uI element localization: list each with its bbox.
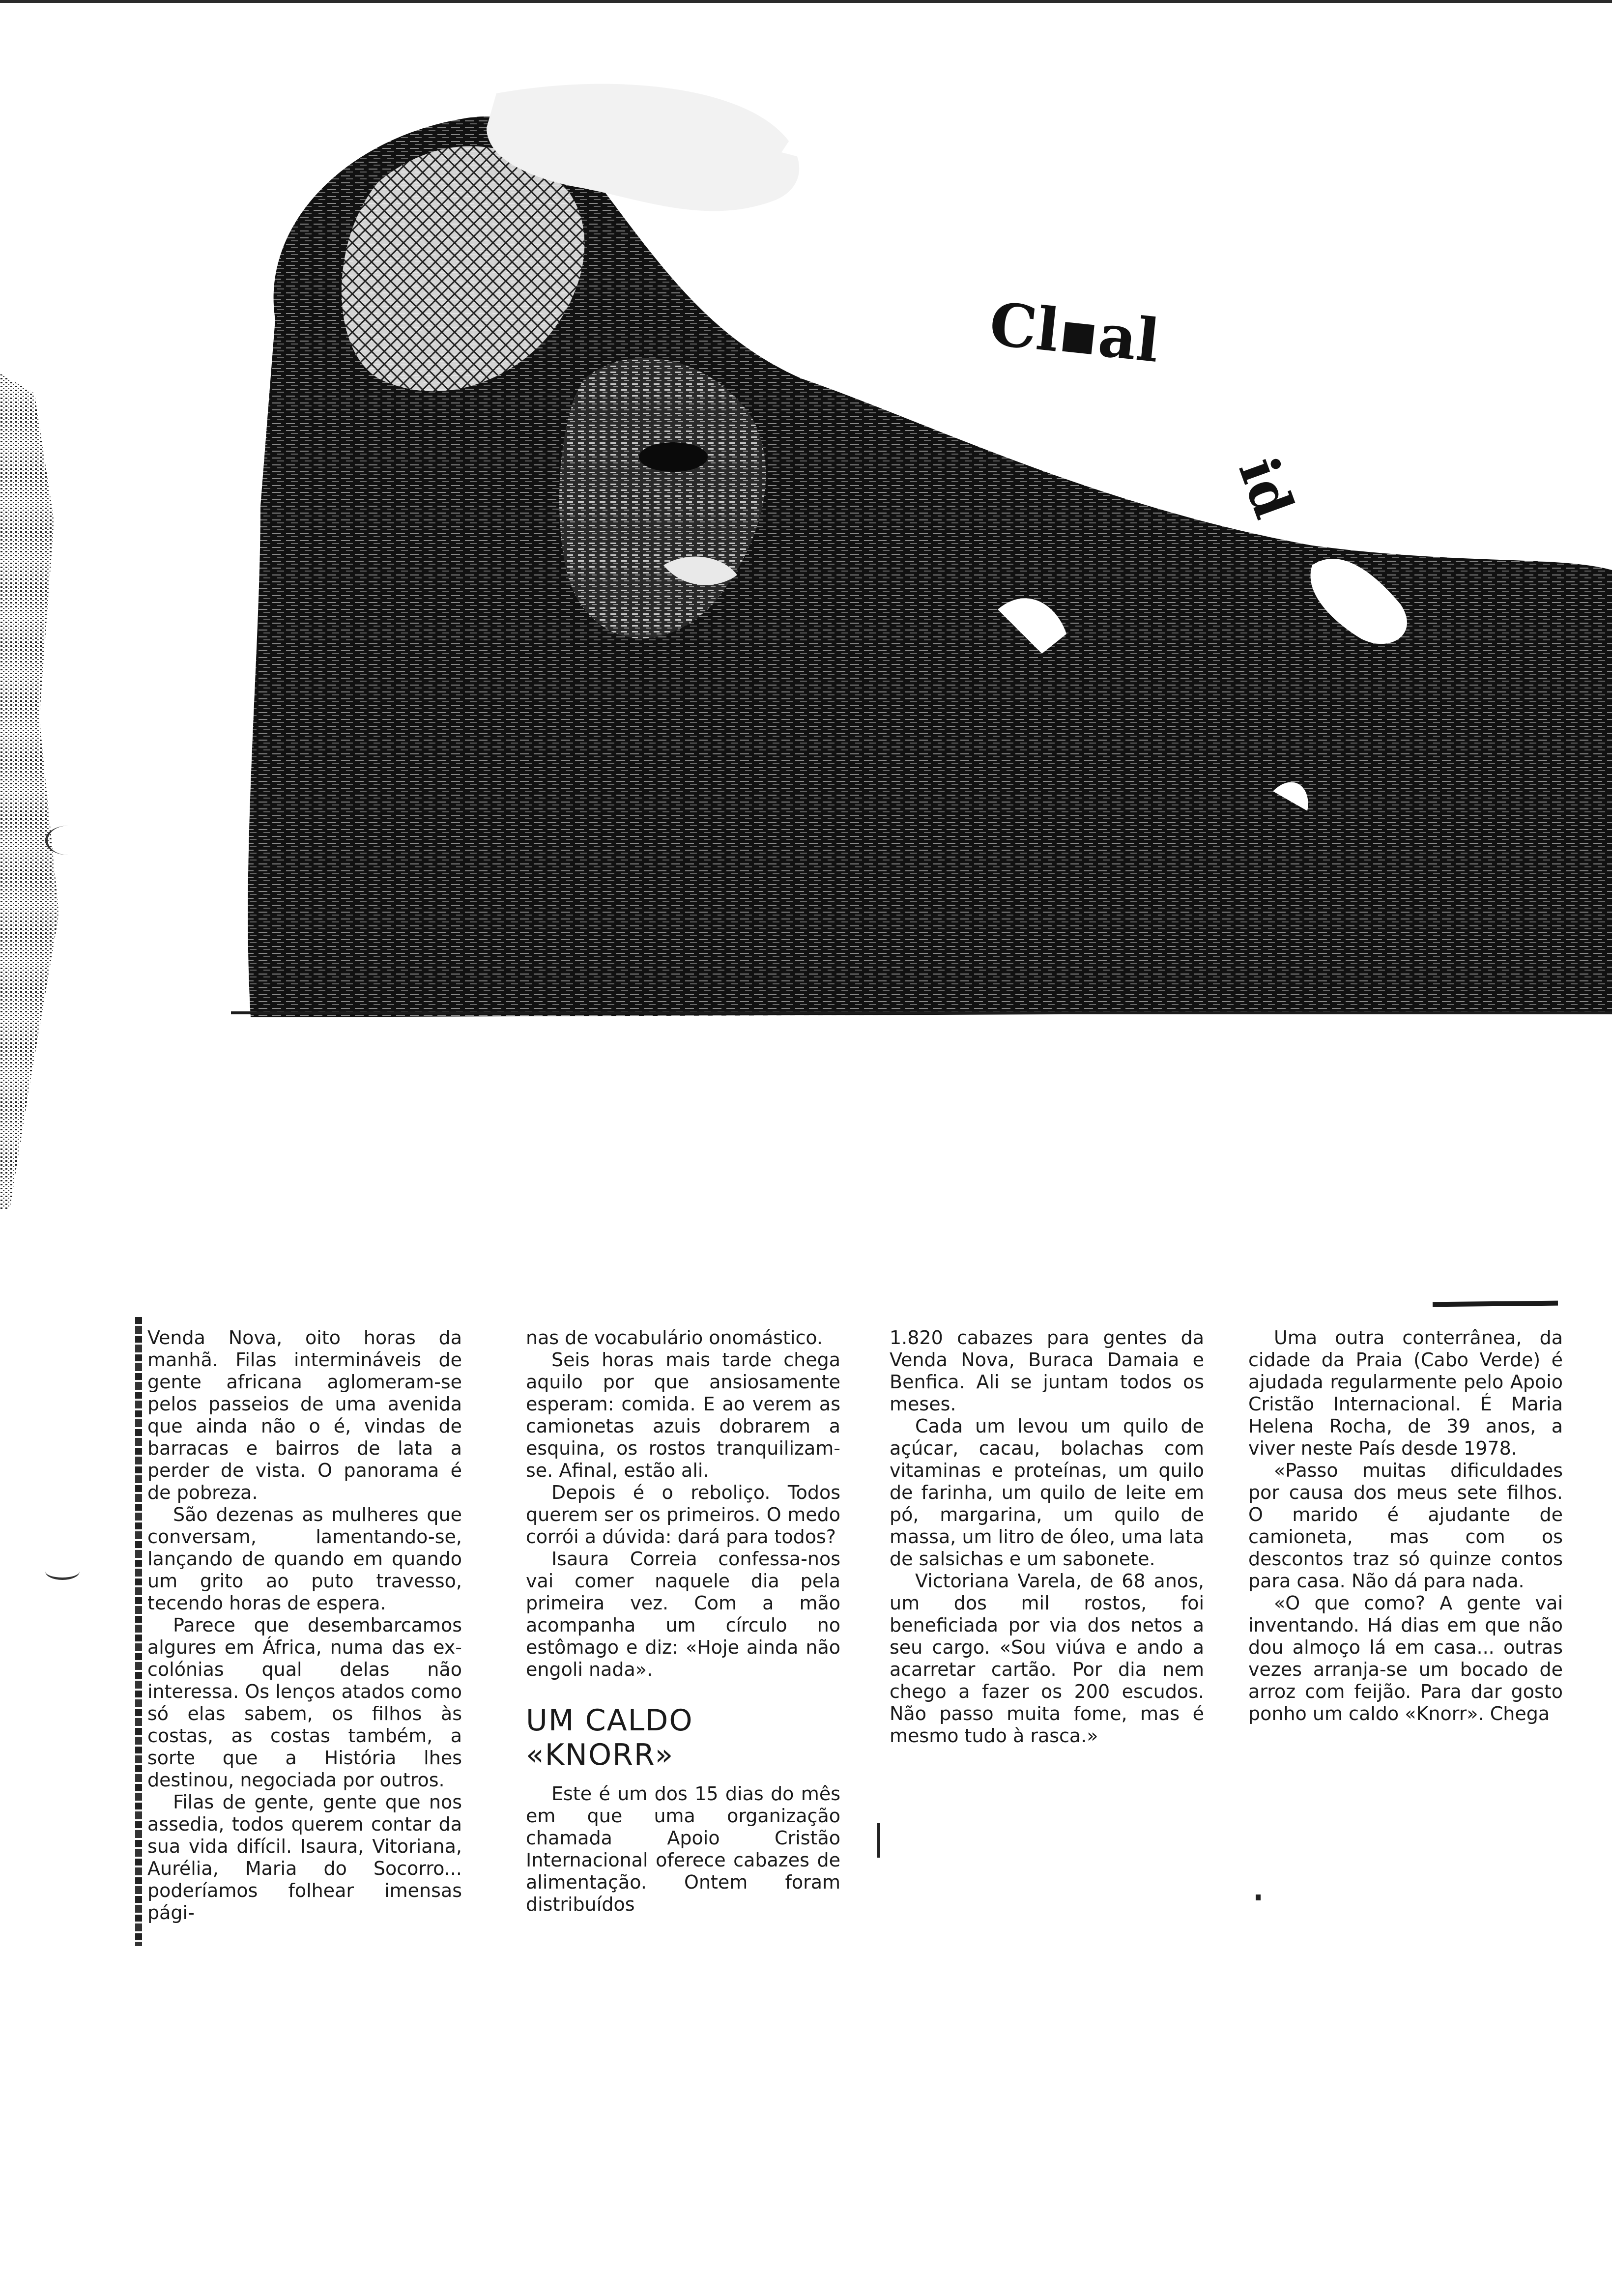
paragraph: Este é um dos 15 dias do mês em que uma organização chamada Apoio Cristão Internacional oferece cabazes de alimentação. Ontem foram distribuídos — [526, 1783, 840, 1915]
subheading — [526, 1703, 840, 1772]
top-border-rule — [0, 0, 1612, 3]
article-column-1 — [147, 1327, 462, 1924]
subheading-line-1: UM CALDO — [526, 1703, 693, 1738]
scan-edge-noise — [0, 373, 69, 1209]
paragraph: Venda Nova, oito horas da manhã. Filas intermináveis de gente africana aglomeram-se pelos passeios de uma avenida que ainda não o é, vindas de barracas e bairros de lata a perder de vista. O panorama é de pobreza. — [147, 1327, 462, 1503]
photo-bottom-edge — [231, 1011, 1612, 1014]
binder-hole-mark — [45, 826, 92, 855]
paragraph: nas de vocabulário onomástico. — [526, 1327, 823, 1349]
photo-portrait-icon — [231, 64, 1612, 1022]
paragraph: São dezenas as mulheres que conversam, lamentando-se, lançando de quando em quando um grito ao puto travesso, tecendo horas de espera. — [147, 1504, 462, 1614]
paragraph: «O que como? A gente vai inventando. Há dias em que não dou almoço lá em casa... outras vezes arranja-se um bocado de arroz com feijão. Para dar gosto ponho um caldo «Knorr». Chega — [1248, 1592, 1563, 1724]
paragraph: 1.820 cabazes para gentes da Venda Nova, Buraca Damaia e Benfica. Ali se juntam todos os meses. — [890, 1327, 1204, 1415]
paragraph: Cada um levou um quilo de açúcar, cacau, bolachas com vitaminas e proteínas, um quilo de farinha, um quilo de leite em pó, margarina, um quilo de massa, um litro de óleo, uma lata de salsichas e um sabonete. — [890, 1415, 1204, 1570]
photo-lettering-2: id — [1226, 449, 1306, 526]
paragraph: Depois é o reboliço. Todos querem ser os primeiros. O medo corrói a dúvida: dará para todos? — [526, 1482, 840, 1548]
binder-hole-mark — [45, 1563, 80, 1580]
paragraph: Isaura Correia confessa-nos vai comer naquele dia pela primeira vez. Com a mão acompanha um círculo no estômago e diz: «Hoje ainda não engoli nada». — [526, 1548, 840, 1680]
article-column-3 — [890, 1327, 1204, 1747]
paragraph: Filas de gente, gente que nos assedia, todos querem contar da sua vida difícil. Isaura, Vitoriana, Aurélia, Maria do Socorro... poderíamos folhear imensas pági- — [147, 1791, 462, 1923]
photo-lettering-1: Cl▪al — [986, 289, 1163, 376]
paragraph: «Passo muitas dificuldades por causa dos meus sete filhos. O marido é ajudante de camioneta, mas com os descontos traz só quinze contos para casa. Não dá para nada. — [1248, 1460, 1563, 1592]
paragraph: Seis horas mais tarde chega aquilo por que ansiosamente esperam: comida. E ao verem as camionetas azuis dobrarem a esquina, os rostos tranquilizam-se. Afinal, estão ali. — [526, 1349, 840, 1481]
paragraph: Parece que desembarcamos algures em África, numa das ex-colónias qual delas não interessa. Os lenços atados como só elas sabem, os filhos às costas, as costas também, a sorte que a História lhes destinou, negociada por outros. — [147, 1614, 462, 1791]
paragraph: Victoriana Varela, de 68 anos, um dos mil rostos, foi beneficiada por via dos netos a seu cargo. «Sou viúva e ando a acarretar cartão. Por dia nem chego a fazer os 200 escudos. Não passo muita fome, mas é mesmo tudo à rasca.» — [890, 1570, 1204, 1747]
column-rule — [135, 1317, 142, 1946]
subheading-line-2: «KNORR» — [526, 1738, 674, 1772]
header-rule — [1433, 1301, 1558, 1307]
paragraph: Uma outra conterrânea, da cidade da Praia (Cabo Verde) é ajudada regularmente pelo Apoio Cristão Internacional. É Maria Helena Rocha, de 39 anos, a viver neste País desde 1978. — [1248, 1327, 1563, 1459]
article-photo — [231, 64, 1612, 1022]
stray-mark — [1256, 1894, 1261, 1900]
stray-mark — [877, 1823, 880, 1858]
article-column-2 — [526, 1327, 840, 1916]
article-column-4 — [1248, 1327, 1563, 1725]
